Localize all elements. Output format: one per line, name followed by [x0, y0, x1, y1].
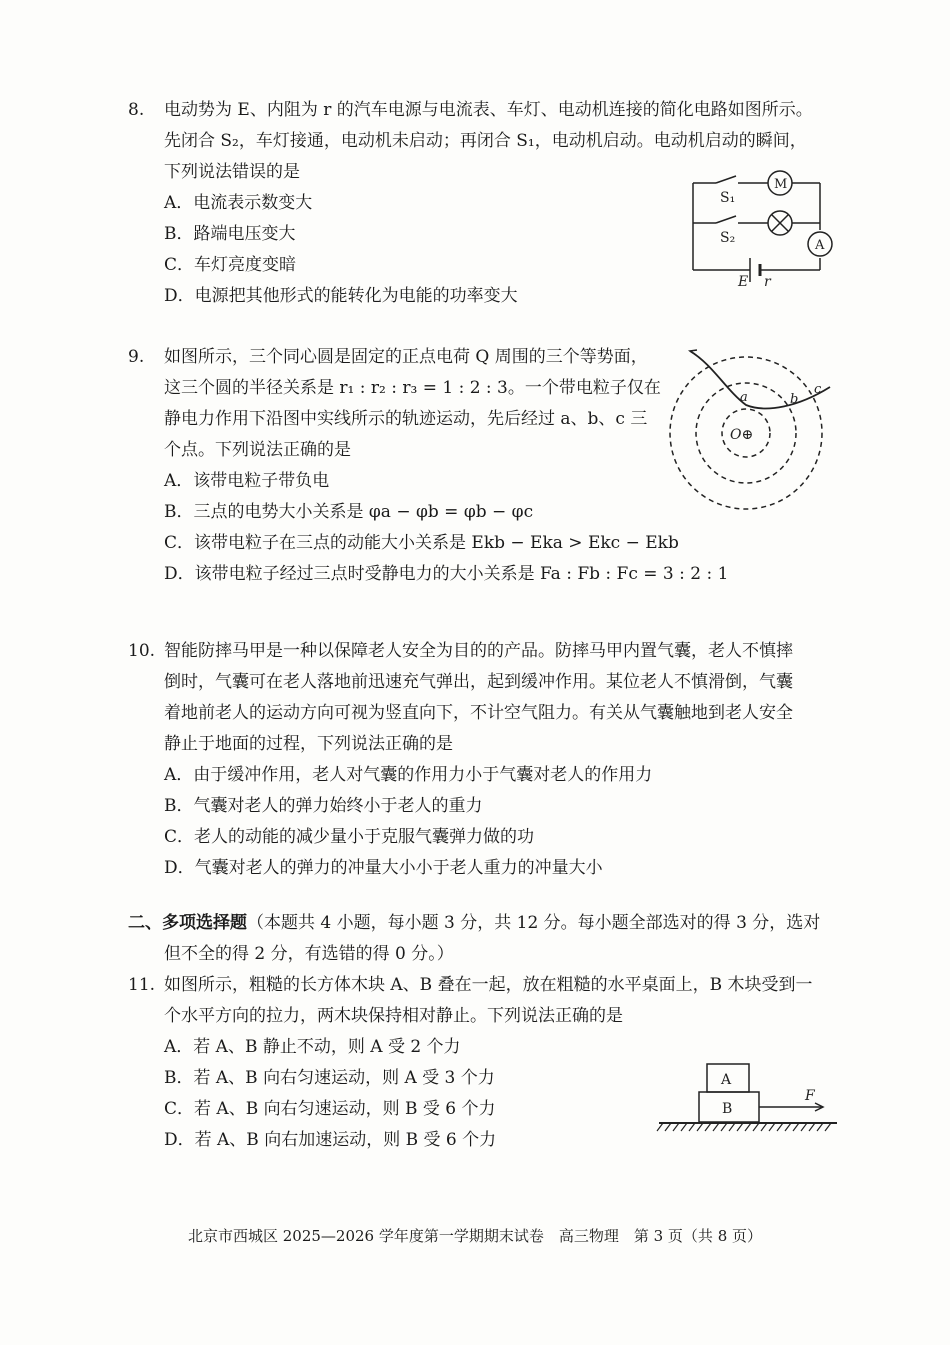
- ground-hatch: [777, 1123, 783, 1131]
- question-text-line: 电动势为 E、内阻为 r 的汽车电源与电流表、车灯、电动机连接的简化电路如图所示。: [164, 100, 813, 120]
- ground-hatch: [689, 1123, 695, 1131]
- question-10: [128, 636, 848, 884]
- ground-hatch: [721, 1123, 727, 1131]
- option-b: B．气囊对老人的弹力始终小于老人的重力: [164, 796, 483, 816]
- ground-hatch: [665, 1123, 671, 1131]
- option-c: C．老人的动能的减少量小于克服气囊弹力做的功: [164, 827, 535, 847]
- question-text-line: 先闭合 S₂，车灯接通，电动机未启动；再闭合 S₁，电动机启动。电动机启动的瞬间，: [164, 131, 807, 151]
- option-a: A．电流表示数变大: [164, 193, 313, 213]
- question-text-line: 下列说法错误的是: [164, 162, 300, 182]
- point-c-label: c: [814, 382, 822, 397]
- option-d: D．气囊对老人的弹力的冲量大小小于老人重力的冲量大小: [164, 858, 603, 878]
- switch-s2-label: S₂: [720, 230, 736, 246]
- question-text-line: 智能防摔马甲是一种以保障老人安全为目的的产品。防摔马甲内置气囊，老人不慎摔: [164, 641, 793, 661]
- block-a-label: A: [721, 1072, 732, 1088]
- equipotential-diagram: [668, 345, 838, 515]
- option-c: C．该带电粒子在三点的动能大小关系是 Ekb − Eka > Ekc − Ekb: [164, 533, 679, 553]
- question-text-line: 倒时，气囊可在老人落地前迅速充气弹出，起到缓冲作用。某位老人不慎滑倒，气囊: [164, 672, 793, 692]
- ground-hatch: [729, 1123, 735, 1131]
- question-text-line: 个水平方向的拉力，两木块保持相对静止。下列说法正确的是: [164, 1006, 623, 1026]
- option-a: A．若 A、B 静止不动，则 A 受 2 个力: [164, 1037, 461, 1057]
- question-number: 8.: [128, 100, 145, 120]
- ground-hatch: [657, 1123, 663, 1131]
- question-text-line: 个点。下列说法正确的是: [164, 440, 351, 460]
- ground-hatch: [673, 1123, 679, 1131]
- ground-hatch: [785, 1123, 791, 1131]
- option-c: C．若 A、B 向右匀速运动，则 B 受 6 个力: [164, 1099, 496, 1119]
- question-number: 9.: [128, 347, 145, 367]
- charge-q-label: O⊕: [730, 427, 754, 443]
- motor-label: M: [774, 177, 788, 192]
- question-text-line: 静电力作用下沿图中实线所示的轨迹运动，先后经过 a、b、c 三: [164, 409, 648, 429]
- section-instructions-cont: 但不全的得 2 分，有选错的得 0 分。）: [164, 944, 454, 964]
- ammeter-label: A: [815, 238, 825, 253]
- ground-hatch: [793, 1123, 799, 1131]
- ground-hatch: [697, 1123, 703, 1131]
- question-text-line: 着地前老人的运动方向可视为竖直向下，不计空气阻力。有关从气囊触地到老人安全: [164, 703, 793, 723]
- block-b-label: B: [722, 1101, 733, 1117]
- option-d: D．电源把其他形式的能转化为电能的功率变大: [164, 286, 518, 306]
- ground-hatch: [825, 1123, 831, 1131]
- ground-hatch: [761, 1123, 767, 1131]
- option-a: A．该带电粒子带负电: [164, 471, 330, 491]
- question-text-line: 如图所示，粗糙的长方体木块 A、B 叠在一起，放在粗糙的水平桌面上，B 木块受到一: [164, 975, 813, 995]
- option-d: D．该带电粒子经过三点时受静电力的大小关系是 Fa : Fb : Fc = 3 : 2 : 1: [164, 564, 729, 584]
- circuit-diagram: [688, 168, 838, 288]
- option-c: C．车灯亮度变暗: [164, 255, 297, 275]
- ground-hatch: [713, 1123, 719, 1131]
- ground-hatch: [705, 1123, 711, 1131]
- question-text-line: 静止于地面的过程，下列说法正确的是: [164, 734, 453, 754]
- section-title: 二、多项选择题: [128, 913, 247, 933]
- emf-label: E: [738, 274, 749, 288]
- question-number: 10.: [128, 641, 156, 661]
- blocks-diagram: [655, 1058, 845, 1138]
- switch-s1-label: S₁: [720, 190, 736, 206]
- question-text-line: 这三个圆的半径关系是 r₁ : r₂ : r₃ = 1 : 2 : 3。一个带电粒子仅在: [164, 378, 661, 398]
- ground-hatch: [681, 1123, 687, 1131]
- option-b: B．若 A、B 向右匀速运动，则 A 受 3 个力: [164, 1068, 495, 1088]
- force-f-label: F: [805, 1088, 815, 1104]
- section-instructions: （本题共 4 小题，每小题 3 分，共 12 分。每小题全部选对的得 3 分，选对: [247, 913, 821, 933]
- page-footer: 北京市西城区 2025—2026 学年度第一学期期末试卷 高三物理 第 3 页（共 8 页）: [187, 1227, 763, 1245]
- ground-hatch: [809, 1123, 815, 1131]
- question-text-line: 如图所示，三个同心圆是固定的正点电荷 Q 周围的三个等势面，: [164, 347, 648, 367]
- point-b-label: b: [790, 392, 799, 407]
- option-a: A．由于缓冲作用，老人对气囊的作用力小于气囊对老人的作用力: [164, 765, 653, 785]
- option-b: B．三点的电势大小关系是 φa − φb = φb − φc: [164, 502, 534, 522]
- ground-hatch: [745, 1123, 751, 1131]
- section-2-header: [128, 908, 858, 970]
- point-a-label: a: [740, 390, 748, 405]
- ground-hatch: [737, 1123, 743, 1131]
- ground-hatch: [769, 1123, 775, 1131]
- option-b: B．路端电压变大: [164, 224, 296, 244]
- ground-hatch: [817, 1123, 823, 1131]
- resistance-label: r: [764, 274, 771, 288]
- ground-hatch: [801, 1123, 807, 1131]
- ground-hatch: [753, 1123, 759, 1131]
- question-number: 11.: [128, 975, 156, 995]
- option-d: D．若 A、B 向右加速运动，则 B 受 6 个力: [164, 1130, 497, 1150]
